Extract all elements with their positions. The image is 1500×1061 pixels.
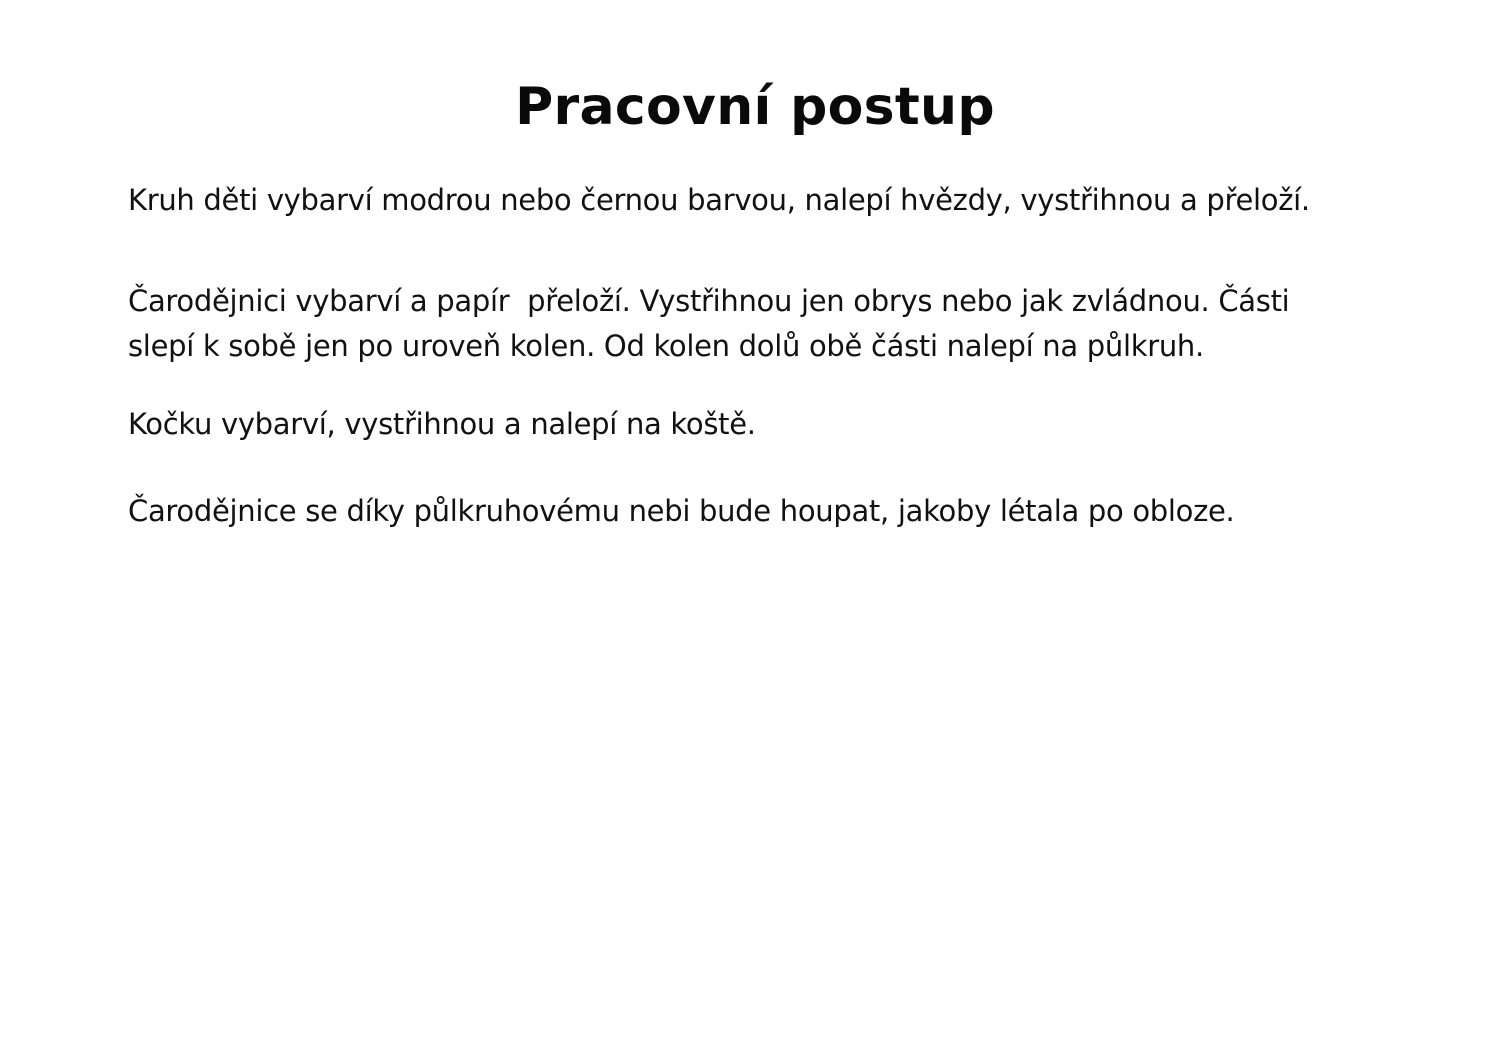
paragraph-result-description: Čarodějnice se díky půlkruhovému nebi bude houpat, jakoby létala po obloze. — [128, 494, 1235, 528]
paragraph-cat-instructions: Kočku vybarví, vystřihnou a nalepí na koště. — [128, 407, 756, 441]
page-title: Pracovní postup — [515, 77, 995, 137]
paragraph-witch-instructions: Čarodějnici vybarví a papír přeloží. Vystřihnou jen obrys nebo jak zvládnou. Části slepí k sobě jen po uroveň kolen. Od kolen dolů obě části nalepí na půlkruh. — [128, 284, 1299, 363]
paragraph-circle-instructions: Kruh děti vybarví modrou nebo černou barvou, nalepí hvězdy, vystřihnou a přeloží. — [128, 183, 1310, 217]
